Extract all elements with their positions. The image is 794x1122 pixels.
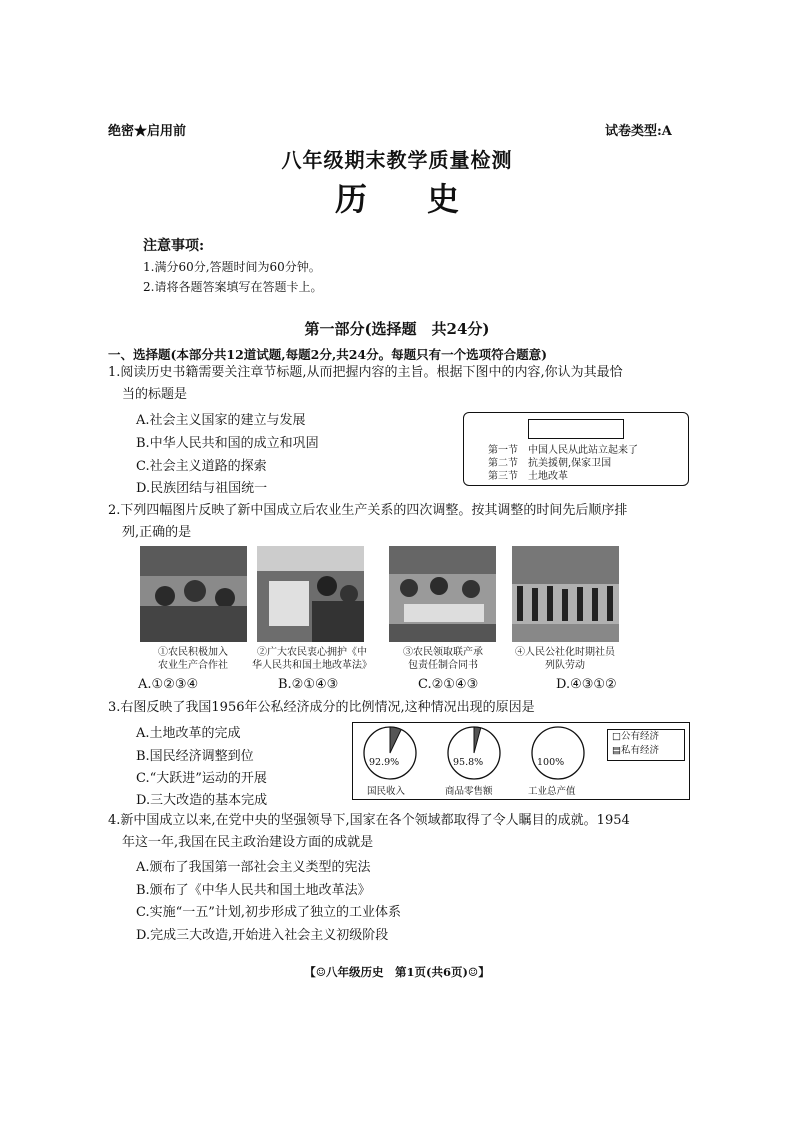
chapter-title-blank <box>528 419 624 439</box>
q2-option-a: A.①②③④ <box>138 677 199 692</box>
question-stem: 年这一年,我国在民主政治建设方面的成就是 <box>122 835 374 850</box>
pie-value-label: 100% <box>537 757 565 768</box>
question-4 <box>108 810 698 854</box>
page-footer: 【☺八年级历史 第1页(共6页)☺】 <box>304 965 490 979</box>
q4-option-a: A.颁布了我国第一部社会主义类型的宪法 <box>136 860 371 875</box>
pie-value-label: 95.8% <box>453 757 484 768</box>
q4-option-b: B.颁布了《中华人民共和国土地改革法》 <box>136 883 371 898</box>
q1-option-c: C.社会主义道路的探索 <box>136 459 267 474</box>
notice-heading: 注意事项: <box>143 238 205 254</box>
question-2 <box>108 500 688 544</box>
question-stem: 当的标题是 <box>122 387 188 402</box>
question-stem: 3.右图反映了我国1956年公私经济成分的比例情况,这种情况出现的原因是 <box>108 700 535 715</box>
pie-category-label: 国民收入 <box>367 786 406 797</box>
pie-category-label: 商品零售额 <box>445 786 493 797</box>
notice-item: 2.请将各题答案填写在答题卡上。 <box>143 280 323 294</box>
question-stem: 1.阅读历史书籍需要关注章节标题,从而把握内容的主旨。根据下图中的内容,你认为其最恰 <box>108 365 623 380</box>
section-instruction: 一、选择题(本部分共12道试题,每题2分,共24分。每题只有一个选项符合题意) <box>108 347 548 362</box>
q3-option-b: B.国民经济调整到位 <box>136 749 254 764</box>
part-heading: 第一部分(选择题 共24分) <box>304 320 490 338</box>
legend-public: □公有经济 <box>612 731 659 742</box>
q4-option-c: C.实施“一五”计划,初步形成了独立的工业体系 <box>136 905 402 920</box>
outline-row: 第一节 中国人民从此站立起来了 <box>488 445 638 456</box>
photo-land-reform <box>257 546 364 642</box>
q1-option-b: B.中华人民共和国的成立和巩固 <box>136 436 319 451</box>
q4-option-d: D.完成三大改造,开始进入社会主义初级阶段 <box>136 928 389 943</box>
secret-label: 绝密★启用前 <box>108 124 187 139</box>
photo-caption-1: ①农民积极加入 农业生产合作社 <box>158 647 228 671</box>
question-1 <box>108 362 688 406</box>
photo-caption-2: ②广大农民衷心拥护《中 华人民共和国土地改革法》 <box>252 647 372 671</box>
notice-item: 1.满分60分,答题时间为60分钟。 <box>143 260 321 274</box>
q1-option-a: A.社会主义国家的建立与发展 <box>136 413 306 428</box>
question-stem: 4.新中国成立以来,在党中央的坚强领导下,国家在各个领域都取得了令人瞩目的成就。1954 <box>108 813 630 828</box>
pie-public-slice <box>532 727 584 779</box>
photo-caption-4: ④人民公社化时期社员 列队劳动 <box>515 647 615 671</box>
paper-type-label: 试卷类型:A <box>605 124 672 139</box>
ownership-pie-charts <box>352 722 690 800</box>
chapter-outline-box <box>463 412 689 486</box>
legend-private: ▤私有经济 <box>612 745 659 756</box>
q3-option-c: C.“大跃进”运动的开展 <box>136 771 267 786</box>
photo-commune <box>512 546 619 642</box>
q3-option-a: A.土地改革的完成 <box>136 726 241 741</box>
photo-contract <box>389 546 496 642</box>
photo-cooperative <box>140 546 247 642</box>
outline-row: 第二节 抗美援朝,保家卫国 <box>488 458 612 469</box>
chart-legend <box>607 729 685 761</box>
exam-title: 八年级期末教学质量检测 <box>281 148 513 172</box>
pie-category-label: 工业总产值 <box>528 786 576 797</box>
pie-value-label: 92.9% <box>369 757 400 768</box>
q2-option-c: C.②①④③ <box>418 677 479 692</box>
q3-option-d: D.三大改造的基本完成 <box>136 793 268 808</box>
q2-option-b: B.②①④③ <box>278 677 339 692</box>
q1-option-d: D.民族团结与祖国统一 <box>136 481 268 496</box>
question-3 <box>108 697 688 719</box>
exam-subject: 历史 <box>334 180 519 218</box>
q2-option-d: D.④③①② <box>556 677 617 692</box>
question-stem: 列,正确的是 <box>122 525 192 540</box>
question-stem: 2.下列四幅图片反映了新中国成立后农业生产关系的四次调整。按其调整的时间先后顺序排 <box>108 503 628 518</box>
outline-row: 第三节 土地改革 <box>488 471 568 482</box>
photo-caption-3: ③农民领取联产承 包责任制合同书 <box>403 647 483 671</box>
